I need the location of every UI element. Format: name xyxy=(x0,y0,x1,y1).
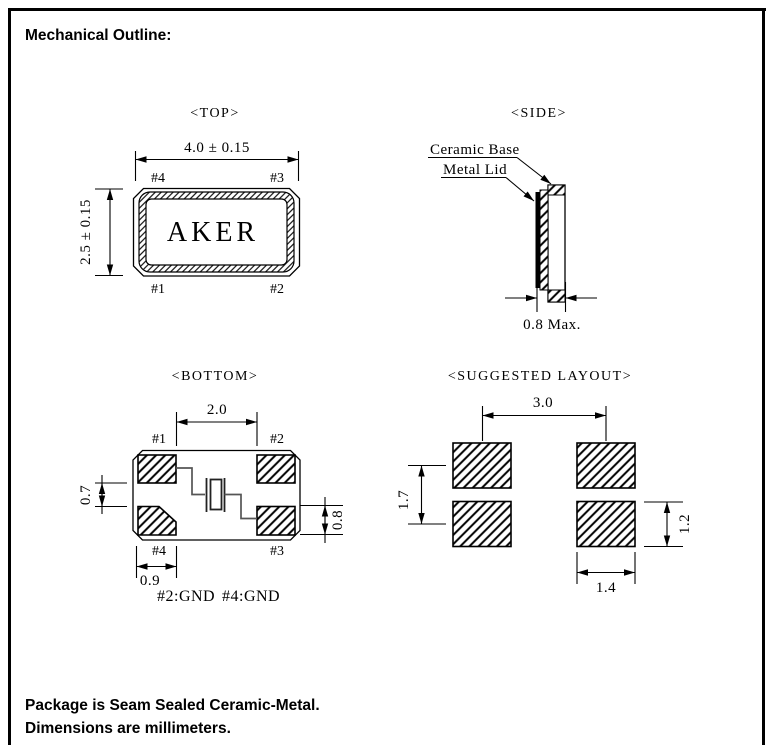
side-view-label: <SIDE> xyxy=(511,106,567,121)
layout-pad-top-left xyxy=(453,443,511,488)
bottom-pad-label-4: #4 xyxy=(152,544,166,559)
bottom-pad-1 xyxy=(138,455,176,483)
layout-pad-height-dimension: 1.2 xyxy=(677,513,693,535)
bottom-pad-3 xyxy=(257,507,295,536)
ceramic-base-leader xyxy=(517,158,551,185)
bottom-pad-gap-dimension: 2.0 xyxy=(206,402,228,418)
metal-lid-leader xyxy=(506,178,534,202)
bottom-pad-width-dimension: 0.9 xyxy=(139,573,161,589)
footer-note-package: Package is Seam Sealed Ceramic-Metal. xyxy=(25,697,320,714)
bottom-pad-label-1: #1 xyxy=(152,432,166,447)
top-pad-label-4: #4 xyxy=(151,171,165,186)
crystal-circuit xyxy=(176,468,257,519)
layout-view-label: <SUGGESTED LAYOUT> xyxy=(447,369,633,384)
side-package-body xyxy=(536,185,566,302)
top-pad-label-1: #1 xyxy=(151,282,165,297)
bottom-view-label: <BOTTOM> xyxy=(171,369,259,384)
footer-note-dimensions: Dimensions are millimeters. xyxy=(25,720,231,737)
layout-pad-bottom-right xyxy=(577,502,635,547)
bottom-pad-label-2: #2 xyxy=(270,432,284,447)
layout-pad-width-dimension: 1.4 xyxy=(595,580,617,596)
metal-lid-callout: Metal Lid xyxy=(443,162,508,178)
bottom-pad-label-3: #3 xyxy=(270,544,284,559)
gnd-note-pin4: #4:GND xyxy=(222,588,281,605)
bottom-left-gap-dimension: 0.7 xyxy=(78,484,94,506)
bottom-view xyxy=(78,369,346,605)
top-view-label: <TOP> xyxy=(190,106,240,121)
top-width-dimension: 4.0 ± 0.15 xyxy=(184,140,250,156)
top-pad-label-2: #2 xyxy=(270,282,284,297)
layout-h-pitch-dimension: 3.0 xyxy=(532,395,554,411)
gnd-note-pin2: #2:GND xyxy=(157,588,216,605)
bottom-pad-4 xyxy=(138,507,176,536)
bottom-pad-height-dimension: 0.8 xyxy=(330,509,346,531)
layout-v-pitch-dimension: 1.7 xyxy=(396,489,412,511)
ceramic-base-callout: Ceramic Base xyxy=(430,142,520,158)
top-pad-label-3: #3 xyxy=(270,171,284,186)
side-view xyxy=(428,106,597,333)
top-height-dimension: 2.5 ± 0.15 xyxy=(78,199,94,265)
layout-pad-top-right xyxy=(577,443,635,488)
layout-pad-bottom-left xyxy=(453,502,511,547)
top-view xyxy=(78,106,300,297)
bottom-pad-2 xyxy=(257,455,295,483)
side-thickness-dimension: 0.8 Max. xyxy=(523,317,581,333)
footer-notes xyxy=(25,694,320,740)
metal-lid-strip xyxy=(536,192,541,288)
suggested-layout-view xyxy=(396,369,693,596)
package-marking: AKER xyxy=(166,217,260,248)
page-title: Mechanical Outline: xyxy=(25,27,172,44)
crystal-symbol xyxy=(211,480,222,510)
